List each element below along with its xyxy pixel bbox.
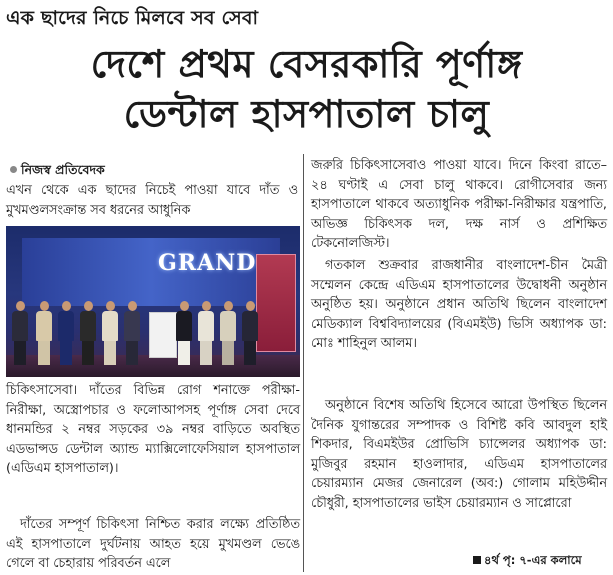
guest-figure: [80, 301, 96, 365]
column-divider: [303, 154, 304, 572]
guest-figure: [12, 301, 28, 365]
body-paragraph-left-2: দাঁতের সম্পূর্ণ চিকিৎসা নিশ্চিত করার লক্ষ্যে প্রতিষ্ঠিত এই হাসপাতালে দুর্ঘটনায় আহত হয়ে মুখমণ্ডল ভেঙে গেলে বা চেহারায় পরিবর্তন এলে: [6, 517, 300, 572]
bullet-icon: [10, 166, 17, 173]
guest-figure: [36, 301, 52, 365]
body-paragraph-right-2: গতকাল শুক্রবার রাজধানীর বাংলাদেশ-চীন মৈত্রী সম্মেলন কেন্দ্রে এডিএম হাসপাতালের উদ্বোধনী অনুষ্ঠান অনুষ্ঠিত হয়। অনুষ্ঠানে প্রধান অতিথি ছিলেন বাংলাদেশ মেডিক্যাল বিশ্ববিদ্যালয়ের (বিএমইউ) ভিসি অধ্যাপক ডা: মোঃ শাহিনুল আলম।: [311, 258, 607, 352]
guest-figure: [176, 301, 192, 365]
guest-figure: [102, 301, 118, 365]
article-kicker: এক ছাদের নিচে মিলবে সব সেবা: [6, 7, 259, 29]
lead-paragraph: এখন থেকে এক ছাদের নিচেই পাওয়া যাবে দাঁত ও মুখমণ্ডলসংক্রান্ত সব ধরনের আধুনিক: [6, 183, 298, 218]
headline-line-2: ডেন্টাল হাসপাতাল চালু: [123, 92, 490, 136]
podium: [149, 312, 177, 358]
body-paragraph-left-1: চিকিৎসাসেবা। দাঁতের বিভিন্ন রোগ শনাক্তে পরীক্ষা-নিরীক্ষা, অস্ত্রোপচার ও ফলোআপসহ পূর্ণাঙ্গ সেবা দেবে ধানমন্ডির ২ নম্বর সড়কের ৩৯ নম্বর বাড়িতে অবস্থিত এডভান্সড ডেন্টাল অ্যান্ড ম্যাক্সিলোফেসিয়াল হাসপাতাল (এডিএম হাসপাতাল)।: [6, 383, 300, 477]
event-banner: [256, 254, 296, 352]
byline-text: নিজস্ব প্রতিবেদক: [21, 162, 105, 177]
guest-figure: [242, 301, 258, 365]
guest-figure: [198, 301, 214, 365]
guest-figure: [124, 301, 140, 365]
continued-text: ৪র্থ পৃ: ৭-এর কলামে: [484, 553, 582, 567]
guest-figure: [220, 301, 236, 365]
body-paragraph-right-1: জরুরি চিকিৎসাসেবাও পাওয়া যাবে। দিনে কিংবা রাতে– ২৪ ঘণ্টাই এ সেবা চালু থাকবে। রোগীসেবার জন্য হাসপাতালে থাকবে অত্যাধুনিক পরীক্ষা-নিরীক্ষার যন্ত্রপাতি, অভিজ্ঞ চিকিৎসক দল, দক্ষ নার্স ও প্রশিক্ষিত টেকনোলজিস্ট।: [311, 158, 607, 252]
body-paragraph-right-3: অনুষ্ঠানে বিশেষ অতিথি হিসেবে আরো উপস্থিত ছিলেন দৈনিক যুগান্তরের সম্পাদক ও বিশিষ্ট কবি আবদুল হাই শিকদার, বিএমইউর প্রোভিসি চ্যান্সেলর অধ্যাপক ডা: মুজিবুর রহমান হাওলাদার, এডিএম হাসপাতালের চেয়ারম্যান মেজর জেনারেল (অব:) গোলাম মহিউদ্দীন চৌধুরী, হাসপাতালের ভাইস চেয়ারম্যান ও সাপ্লোরো: [311, 398, 607, 511]
guest-figure: [58, 301, 74, 365]
continued-note: [471, 552, 584, 571]
square-bullet-icon: [473, 556, 481, 564]
event-photo: [6, 226, 300, 377]
byline: [10, 162, 105, 182]
screen-text: GRAND: [158, 250, 257, 276]
headline-line-1: দেশে প্রথম বেসরকারি পূর্ণাঙ্গ: [90, 42, 523, 86]
